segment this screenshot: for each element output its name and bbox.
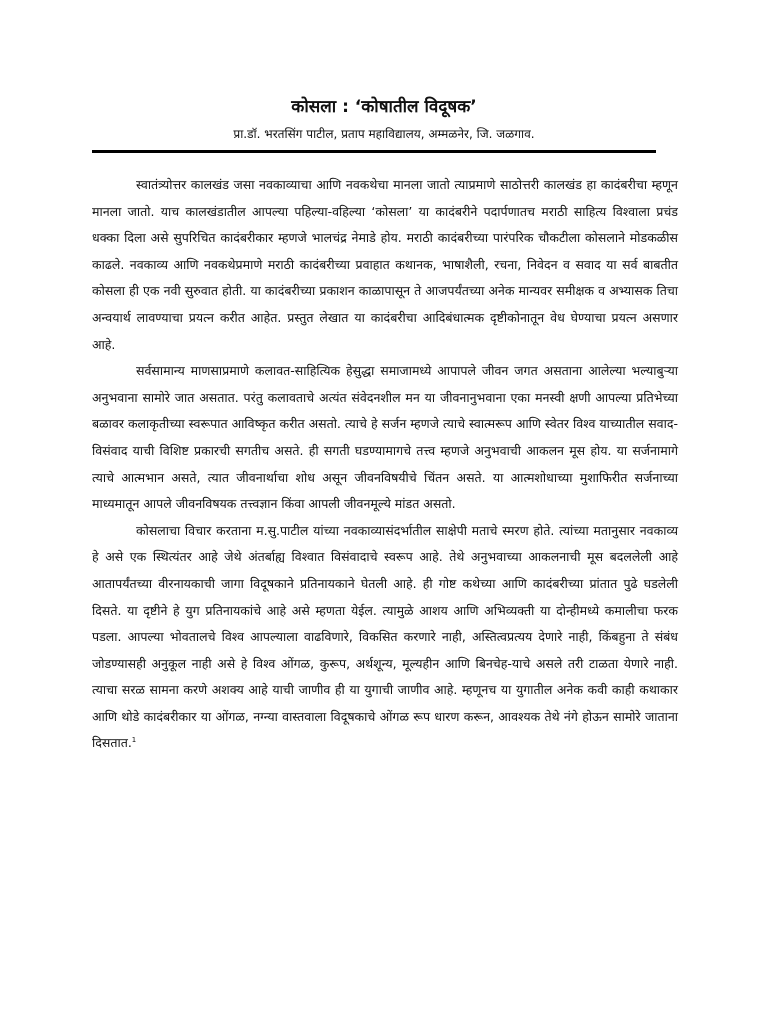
author-line: प्रा.डॉ. भरतसिंग पाटील, प्रताप महाविद्यालय, अम्मळनेर, जि. जळगाव. [233,127,535,141]
article-title: कोसला : ‘कोषातील विदूषक’ [291,97,477,117]
paragraph-2: सर्वसामान्य माणसाप्रमाणे कलावत-साहित्यिक हेसुद्धा समाजामध्ये आपापले जीवन जगत असताना आलेल्या भल्याबुऱ्या अनुभवाना सामोरे जात असतात. परंतु कलावताचे अत्यंत संवेदनशील मन या जीवनानुभवाना एका मनस्वी क्षणी आपल्या प्रतिभेच्या बळावर कलाकृतीच्या स्वरूपात आविष्कृत करीत असतो. त्याचे हे सर्जन म्हणजे त्याचे स्वात्मरूप आणि स्वेतर विश्व याच्यातील सवाद-विसंवाद याची विशिष्ट प्रकारची सगतीच असते. ही सगती घडण्यामागचे तत्त्व म्हणजे अनुभवाची आकलन मूस होय. या सर्जनामागे त्याचे आत्मभान असते, त्यात जीवनार्थाचा शोध असून जीवनविषयीचे चिंतन असते. या आत्मशोधाच्या मुशाफिरीत सर्जनाच्या माध्यमातून आपले जीवनविषयक तत्त्वज्ञान किंवा आपली जीवनमूल्ये मांडत असतो. [92,363,678,512]
article-body [92,172,678,757]
title-divider [92,150,656,153]
paragraph-3-text: कोसलाचा विचार करताना म.सु.पाटील यांच्या नवकाव्यासंदर्भातील साक्षेपी मताचे स्मरण होते. त्यांच्या मतानुसार नवकाव्य हे असे एक स्थित्यंतर आहे जेथे अंतर्बाह्य विश्वात विसंवादाचे स्वरूप आहे. तेथे अनुभवाच्या आकलनाची मूस बदललेली आहे आतापर्यंतच्या वीरनायकाची जागा विदूषकाने प्रतिनायकाने घेतली आहे. ही गोष्ट कथेच्या आणि कादंबरीच्या प्रांतात पुढे घडलेली दिसते. या दृष्टीने हे युग प्रतिनायकांचे आहे असे म्हणता येईल. त्यामुळे आशय आणि अभिव्यक्ती या दोन्हीमध्ये कमालीचा फरक पडला. आपल्या भोवतालचे विश्व आपल्याला वाढविणारे, विकसित करणारे नाही, अस्तित्वप्रत्यय देणारे नाही, किंबहुना ते संबंध जोडण्यासही अनुकूल नाही असे हे विश्व ओंगळ, कुरूप, अर्थशून्य, मूल्यहीन आणि बिनचेह-याचे असले तरी टाळता येणारे नाही. त्याचा सरळ सामना करणे अशक्य आहे याची जाणीव ही या युगाची जाणीव आहे. म्हणूनच या युगातील अनेक कवी काही कथाकार आणि थोडे कादंबरीकार या ओंगळ, नग्न्या वास्तवाला विदूषकाचे ओंगळ रूप धारण करून, आवश्यक तेथे नंगे होऊन सामोरे जाताना दिसतात. [92,522,678,751]
paragraph-1: स्वातंत्र्योत्तर कालखंड जसा नवकाव्याचा आणि नवकथेचा मानला जातो त्याप्रमाणे साठोत्तरी कालखंड हा कादंबरीचा म्हणून मानला जातो. याच कालखंडातील आपल्या पहिल्या-वहिल्या ‘कोसला’ या कादंबरीने पदार्पणातच मराठी साहित्य विश्वाला प्रचंड धक्का दिला असे सुपरिचित कादंबरीकार म्हणजे भालचंद्र नेमाडे होय. मराठी कादंबरीच्या पारंपरिक चौकटीला कोसलाने मोडकळीस काढले. नवकाव्य आणि नवकथेप्रमाणे मराठी कादंबरीच्या प्रवाहात कथानक, भाषाशैली, रचना, निवेदन व सवाद या सर्व बाबतीत कोसला ही एक नवी सुरुवात होती. या कादंबरीच्या प्रकाशन काळापासून ते आजपर्यंतच्या अनेक मान्यवर समीक्षक व अभ्यासक तिचा अन्वयार्थ लावण्याचा प्रयत्न करीत आहेत. प्रस्तुत लेखात या कादंबरीचा आदिबंधात्मक दृष्टीकोनातून वेध घेण्याचा प्रयत्न असणार आहे. [92,177,678,352]
paragraph-3 [92,518,678,757]
footnote-marker[interactable]: 1 [131,736,137,745]
